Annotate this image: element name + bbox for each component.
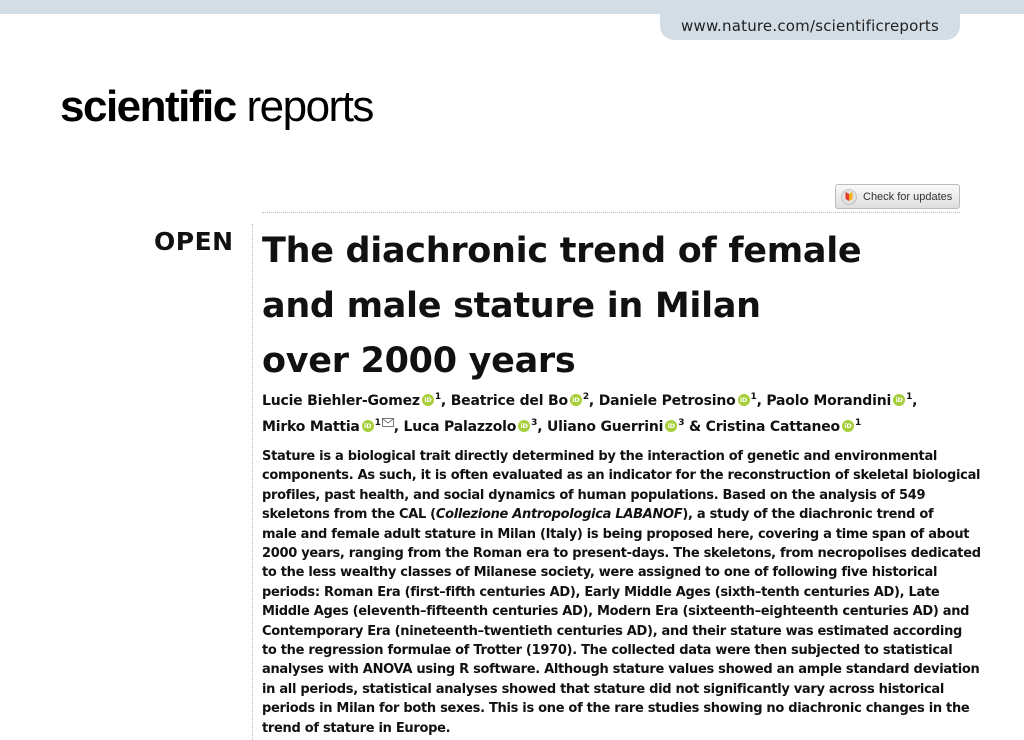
abstract <box>262 447 981 738</box>
abstract-line: analyses with ANOVA using R software. Although stature values showed an ample standard deviation <box>262 662 980 678</box>
abstract-line: periods: Roman Era (first–fifth centuries AD), Early Middle Ages (sixth–tenth centuries AD), Late <box>262 584 940 600</box>
author <box>599 393 757 409</box>
orcid-icon[interactable] <box>362 420 374 432</box>
author-name[interactable]: Luca Palazzolo <box>403 419 517 435</box>
author <box>404 419 538 435</box>
abstract-line: Stature is a biological trait directly determined by the interaction of genetic and environmental <box>262 449 938 464</box>
affiliation-number[interactable]: 1 <box>750 392 757 402</box>
author-name[interactable]: Lucie Biehler-Gomez <box>262 393 420 409</box>
abstract-line: Middle Ages (eleventh–fifteenth centuries AD), Modern Era (sixteenth–eighteenth centuries AD) and <box>262 604 970 620</box>
author-name[interactable]: Cristina Cattaneo <box>705 419 840 435</box>
author-separator: & <box>684 419 706 435</box>
title-line: and male stature in Milan <box>262 286 761 326</box>
orcid-icon[interactable] <box>893 394 905 406</box>
journal-logo-bold: scientific <box>60 82 236 131</box>
open-access-label: OPEN <box>154 227 234 256</box>
orcid-icon[interactable] <box>570 394 582 406</box>
author <box>451 393 589 409</box>
author-separator: , <box>588 393 599 409</box>
orcid-icon[interactable] <box>738 394 750 406</box>
divider-vertical <box>252 224 253 740</box>
abstract-line: components. As such, it is often evaluated as an indicator for the reconstruction of skeletal biological <box>262 468 981 484</box>
abstract-line: profiles, past health, and social dynamics of human populations. Based on the analysis of 549 <box>262 487 926 503</box>
author-name[interactable]: Paolo Morandini <box>766 393 892 409</box>
author-separator: , <box>756 393 767 409</box>
email-icon[interactable] <box>382 418 394 427</box>
abstract-line: male and female adult stature in Milan (Italy) is being proposed here, covering a time span of about <box>262 526 970 542</box>
title-line: The diachronic trend of female <box>262 231 862 271</box>
affiliation-number[interactable]: 3 <box>678 418 685 428</box>
abstract-line <box>262 505 960 524</box>
abstract-line: in all periods, statistical analyses showed that stature did not significantly vary across historical <box>262 681 945 697</box>
author <box>706 419 861 435</box>
divider-horizontal <box>262 212 960 213</box>
orcid-icon[interactable] <box>518 420 530 432</box>
abstract-text: ), a study of the diachronic trend of <box>682 507 934 523</box>
author-name[interactable]: Daniele Petrosino <box>598 393 736 409</box>
affiliation-number[interactable]: 1 <box>906 392 913 402</box>
author-name[interactable]: Beatrice del Bo <box>450 393 568 409</box>
article-title <box>262 224 902 389</box>
collection-name: Collezione Antropologica LABANOF <box>435 507 683 523</box>
abstract-line: periods in Milan for both sexes. This is one of the rare studies showing no diachronic changes in the <box>262 701 970 717</box>
abstract-line: Contemporary Era (nineteenth–twentieth centuries AD), and their stature was estimated according <box>262 623 963 639</box>
journal-logo <box>60 82 373 132</box>
author <box>547 419 684 435</box>
abstract-text: skeletons from the CAL ( <box>262 507 436 523</box>
abstract-line: trend of stature in Europe. <box>262 720 451 736</box>
orcid-icon[interactable] <box>842 420 854 432</box>
author-separator: , <box>440 393 451 409</box>
author-list <box>262 386 952 438</box>
author-separator: , <box>537 419 548 435</box>
abstract-line: 2000 years, ranging from the Roman era to present-days. The skeletons, from necropolises dedicated <box>262 546 981 562</box>
affiliation-number[interactable]: 1 <box>374 418 381 428</box>
abstract-line: to the regression formulae of Trotter (1970). The collected data were then subjected to statistical <box>262 643 953 659</box>
author <box>262 393 441 409</box>
author-name[interactable]: Mirko Mattia <box>262 419 360 435</box>
orcid-icon[interactable] <box>665 420 677 432</box>
crossmark-icon <box>841 189 857 205</box>
journal-url[interactable]: www.nature.com/scientificreports <box>660 12 960 40</box>
title-line: over 2000 years <box>262 341 576 381</box>
affiliation-number[interactable]: 1 <box>854 418 862 428</box>
affiliation-number[interactable]: 3 <box>531 418 538 428</box>
journal-logo-regular: reports <box>235 82 373 131</box>
affiliation-number[interactable]: 1 <box>434 392 441 402</box>
abstract-line: to the less wealthy classes of Milanese society, were assigned to one of following five historical <box>262 565 938 581</box>
affiliation-number[interactable]: 2 <box>582 392 589 402</box>
author-separator: , <box>393 419 404 435</box>
author-separator: , <box>912 393 918 409</box>
author-name[interactable]: Uliano Guerrini <box>547 419 664 435</box>
author <box>262 419 394 435</box>
check-for-updates-button[interactable] <box>835 184 960 209</box>
author <box>766 393 912 409</box>
orcid-icon[interactable] <box>422 394 434 406</box>
check-for-updates-label: Check for updates <box>863 190 953 203</box>
